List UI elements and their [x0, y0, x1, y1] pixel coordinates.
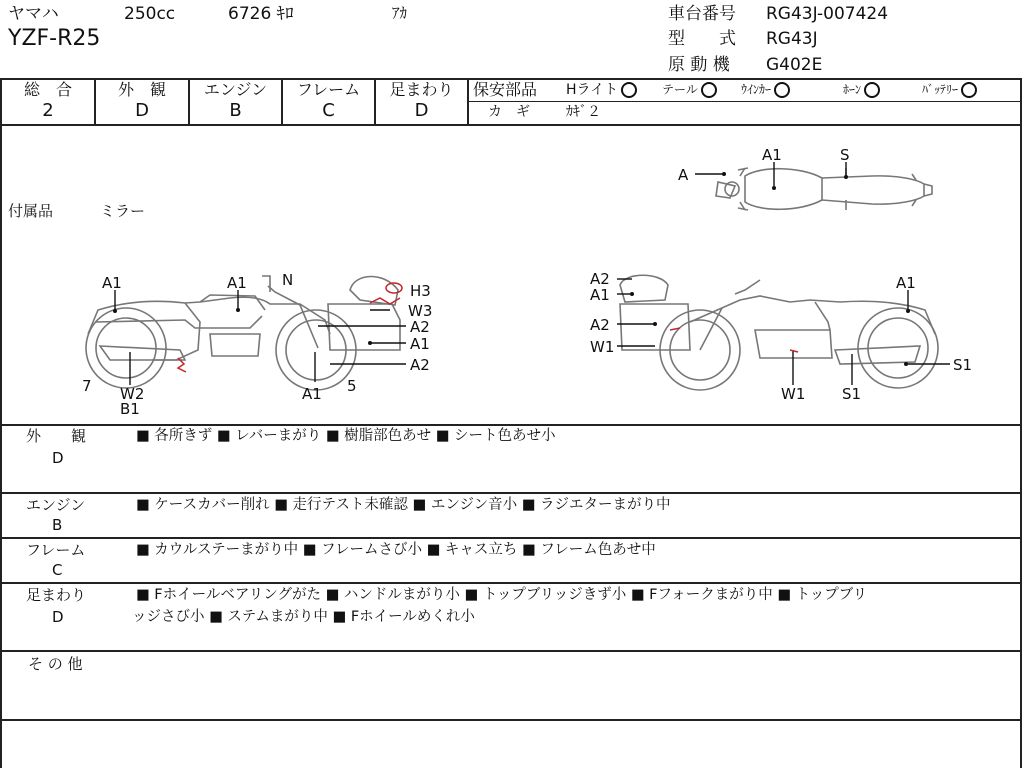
rule-chassis — [0, 650, 1022, 652]
remark-chassis-grade: D — [52, 608, 64, 626]
damage-point — [772, 186, 776, 190]
remark-chassis-text-line-1: ■ Fホイールベアリングがた ■ ハンドルまがり小 ■ トップブリッジきず小 ■ Fフォークまがり中 ■ トップブリ — [136, 587, 868, 603]
grade-overall-value: 2 — [42, 100, 54, 121]
accessories-value: ミラー — [100, 202, 146, 220]
remark-chassis-label: 足まわり — [26, 586, 87, 604]
border-right — [1020, 78, 1022, 768]
diagram-label: 7 — [82, 377, 92, 395]
ok-circle-icon — [701, 82, 717, 98]
diagram-label: A1 — [227, 274, 247, 292]
remark-frame-grade: C — [52, 561, 63, 579]
engine-value: G402E — [766, 55, 823, 75]
diagram-label: A1 — [102, 274, 122, 292]
rule-appearance — [0, 492, 1022, 494]
diagram-label: A1 — [590, 286, 610, 304]
diagram-label: A1 — [302, 385, 322, 403]
damage-point — [904, 362, 908, 366]
diagram-label: H3 — [410, 282, 431, 300]
engine-label: 原 動 機 — [668, 55, 730, 75]
rule-other — [0, 719, 1022, 721]
grade-exterior-value: D — [135, 100, 149, 121]
diagram-label: A2 — [410, 356, 430, 374]
ok-circle-icon — [961, 82, 977, 98]
safety-battery — [922, 82, 977, 98]
safety-tail-label: テール — [662, 82, 698, 97]
diagram-label: W1 — [781, 385, 806, 403]
ok-circle-icon — [864, 82, 880, 98]
remark-engine-label: エンジン — [26, 496, 86, 514]
diagram-label: W2 — [120, 385, 145, 403]
grade-engine-label: エンジン — [203, 80, 268, 99]
grade-divider-5 — [467, 78, 469, 124]
safety-headlight — [566, 82, 637, 98]
diagram-label: A1 — [762, 146, 782, 164]
remark-other-label: そ の 他 — [28, 655, 83, 673]
grade-chassis-value: D — [414, 100, 429, 121]
diagram-label: A2 — [590, 270, 610, 288]
damage-point — [236, 308, 240, 312]
remark-exterior-grade: D — [52, 449, 64, 467]
diagram-label: A1 — [410, 335, 430, 353]
frame-no: RG43J-007424 — [766, 4, 889, 24]
safety-winker-label: ｳｲﾝｶｰ — [741, 82, 772, 97]
remark-engine-grade: B — [52, 516, 63, 534]
grade-exterior-label: 外 観 — [117, 80, 166, 99]
diagram-label: S — [840, 146, 850, 164]
mileage: 6726 ｷﾛ — [228, 4, 294, 24]
grade-frame-value: C — [322, 100, 335, 121]
color: ｱｶ — [392, 4, 408, 22]
rule-key — [468, 101, 1022, 102]
accessories-label: 付属品 — [8, 202, 54, 220]
type-label: 型 式 — [668, 29, 736, 49]
diagram-label: 5 — [347, 377, 357, 395]
right-side-view-bike — [620, 275, 938, 390]
rule-engine — [0, 537, 1022, 539]
safety-horn-label: ﾎｰﾝ — [843, 82, 862, 97]
remark-frame-text: ■ カウルステーまがり中 ■ フレームさび小 ■ キャス立ち ■ フレーム色あせ中 — [136, 542, 656, 558]
displacement: 250cc — [124, 4, 176, 24]
diagram-label: S1 — [842, 385, 862, 403]
remark-frame-label: フレーム — [26, 541, 86, 559]
damage-point — [722, 172, 726, 176]
remark-chassis-text-line-2: ッジさび小 ■ ステムまがり中 ■ Fホイールめくれ小 — [132, 609, 475, 625]
safety-tail — [662, 82, 717, 98]
damage-point — [653, 322, 657, 326]
safety-winker — [741, 82, 790, 98]
diagram-label: A2 — [410, 318, 430, 336]
remark-exterior-text: ■ 各所きず ■ レバーまがり ■ 樹脂部色あせ ■ シート色あせ小 — [136, 428, 556, 444]
diagram-label: A1 — [896, 274, 916, 292]
key-label: カ ギ — [488, 104, 530, 120]
safety-horn — [843, 82, 880, 98]
diagram-label: N — [282, 271, 294, 289]
diagram-label: W1 — [590, 338, 615, 356]
grade-frame-label: フレーム — [296, 80, 361, 99]
left-side-view-bike — [86, 276, 400, 390]
key-value: ｶｷﾞ２ — [566, 104, 601, 120]
remark-exterior-label: 外 観 — [26, 427, 87, 445]
damage-point — [630, 292, 634, 296]
top-view-bike — [716, 168, 932, 210]
ok-circle-icon — [774, 82, 790, 98]
diagram-label: W3 — [408, 302, 433, 320]
damage-point — [368, 341, 372, 345]
damage-point — [113, 309, 117, 313]
damage-mark — [790, 350, 798, 352]
grade-chassis-label: 足まわり — [389, 80, 454, 99]
rule-frame — [0, 582, 1022, 584]
diagram-label: A — [678, 166, 689, 184]
frame-no-label: 車台番号 — [668, 4, 736, 24]
safety-battery-label: ﾊﾞｯﾃﾘｰ — [922, 82, 959, 97]
damage-point — [844, 175, 848, 179]
diagram-label: B1 — [120, 400, 140, 418]
grade-overall-label: 総 合 — [23, 80, 72, 99]
diagram-label: S1 — [953, 356, 973, 374]
safety-headlight-label: Hライト — [566, 82, 619, 98]
damage-point — [906, 309, 910, 313]
maker: ヤマハ — [8, 4, 59, 24]
diagram-label: A2 — [590, 316, 610, 334]
remark-engine-text: ■ ケースカバー削れ ■ 走行テスト未確認 ■ エンジン音小 ■ ラジエターまがり中 — [136, 497, 671, 513]
type-value: RG43J — [766, 29, 818, 49]
model-name: YZF-R25 — [8, 26, 101, 51]
motorcycle-diagram — [0, 126, 1020, 423]
safety-label: 保安部品 — [473, 80, 538, 99]
rule-diagram — [0, 424, 1022, 426]
ok-circle-icon — [621, 82, 637, 98]
grade-engine-value: B — [229, 100, 242, 121]
